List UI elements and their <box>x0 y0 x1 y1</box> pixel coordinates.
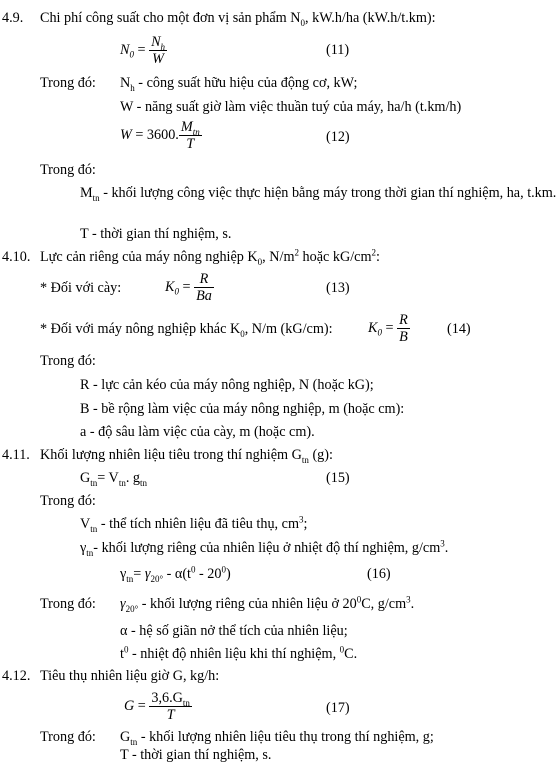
definition-gamma-20: $\gamma_{20^\circ}$ - khối lượng riêng của nhiên liệu ở $20^0C$, $g/cm^3$. <box>120 594 415 614</box>
section-number-4-10: 4.10. <box>2 249 31 265</box>
equation-number-12: (12) <box>326 129 350 145</box>
definition-nh: $N_h$ - công suất hữu hiệu của động cơ, kW; <box>120 75 358 93</box>
equation-number-17: (17) <box>326 700 350 716</box>
section-number-4-12: 4.12. <box>2 668 31 684</box>
equation-15: $G_{tn}= V_{tn}$. $g_{tn}$ <box>80 470 148 488</box>
section-title-4-12: Tiêu thụ nhiên liệu giờ G, kg/h: <box>40 668 220 684</box>
equation-13: $K_0$ = $\frac{R}{Ba}$ <box>165 271 212 304</box>
section-number-4-11: 4.11. <box>2 447 30 463</box>
equation-number-11: (11) <box>326 42 350 58</box>
equation-14: $K_0$ = $\frac{R}{B}$ <box>368 312 408 345</box>
section-title-4-10: Lực cản riêng của máy nông nghiệp $K_0$, $N/m^2$ hoặc $kG/cm^2$: <box>40 247 380 267</box>
definition-t: T - thời gian thí nghiệm, s. <box>80 226 232 242</box>
where-label: Trong đó: <box>40 493 96 509</box>
equation-17: G = $\frac{3,6.G_{tn}}{T}$ <box>124 690 190 723</box>
equation-11: $N_0$ = $\frac{N_h}{W}$ <box>120 34 166 67</box>
section-number-4-9: 4.9. <box>2 10 24 26</box>
definition-mtn: $M_{tn}$ - khối lượng công việc thực hiện bằng máy trong thời gian thí nghiệm, ha, t.km. <box>80 185 557 203</box>
where-label: Trong đó: <box>40 162 96 178</box>
equation-12: W = 3600. $\frac{M_{tn}}{T}$ <box>120 119 200 152</box>
definition-r: R - lực cản kéo của máy nông nghiệp, N (hoặc kG); <box>80 377 374 393</box>
equation-number-16: (16) <box>367 566 391 582</box>
other-machine-label: * Đối với máy nông nghiệp khác $K_0$, N/m (kG/cm): <box>40 321 333 339</box>
where-label: Trong đó: <box>40 353 96 369</box>
definition-gamma-tn: $\gamma_{tn}-$ khối lượng riêng của nhiên liệu ở nhiệt độ thí nghiệm, $g/cm^3$. <box>80 538 449 558</box>
definition-alpha: α - hệ số giãn nở thể tích của nhiên liệu; <box>120 623 348 639</box>
equation-number-15: (15) <box>326 470 350 486</box>
where-label: Trong đó: <box>40 596 96 612</box>
definition-a: a - độ sâu làm việc của cày, m (hoặc cm). <box>80 424 315 440</box>
equation-number-13: (13) <box>326 280 350 296</box>
definition-w: W - năng suất giờ làm việc thuần tuý của máy, ha/h (t.km/h) <box>120 99 462 115</box>
definition-gtn: $G_{tn}$ - khối lượng nhiên liệu tiêu thụ trong thí nghiệm, g; <box>120 729 434 747</box>
definition-t0: $t^0$ - nhiệt độ nhiên liệu khi thí nghiệm, $^0$C. <box>120 644 358 662</box>
plow-label: * Đối với cày: <box>40 280 122 296</box>
section-title-4-11: Khối lượng nhiên liệu tiêu trong thí nghiệm $G_{tn}$ (g): <box>40 447 333 465</box>
definition-t-2: T - thời gian thí nghiệm, s. <box>120 747 272 763</box>
section-title-4-9: Chi phí công suất cho một đơn vị sản phẩm $N_0$, kW.h/ha (kW.h/t.km): <box>40 10 436 28</box>
equation-number-14: (14) <box>447 321 471 337</box>
equation-16: $\gamma_{tn}= \gamma_{20^\circ} - \alpha(t^0 - 20^0)$ <box>120 564 231 584</box>
definition-vtn: $V_{tn}$ - thể tích nhiên liệu đã tiêu thụ, $cm^3$; <box>80 514 308 534</box>
definition-b: B - bề rộng làm việc của máy nông nghiệp, m (hoặc cm): <box>80 401 405 417</box>
where-label: Trong đó: <box>40 729 96 745</box>
where-label: Trong đó: <box>40 75 96 91</box>
